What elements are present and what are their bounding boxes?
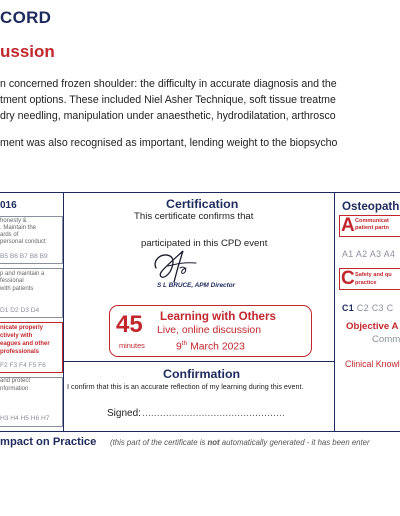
impact-note bbox=[110, 438, 370, 447]
standard-text: personal conduct bbox=[0, 239, 46, 245]
standard-codes: D1 D2 D3 D4 bbox=[0, 307, 40, 314]
standard-text: honesty & bbox=[0, 218, 27, 224]
standard-codes: F2 F3 F4 F5 F6 bbox=[0, 362, 46, 369]
standard-text: nicate properly bbox=[0, 325, 44, 331]
theme-text: Safety and qu bbox=[355, 272, 392, 278]
standard-text: p and maintain a bbox=[0, 271, 45, 277]
theme-text: Communicat bbox=[355, 218, 389, 224]
theme-code-selected: C1 bbox=[342, 303, 355, 313]
standard-text: . Maintain the bbox=[0, 225, 37, 231]
theme-letter-c: C bbox=[341, 268, 355, 289]
signature-line[interactable]: ................................................ bbox=[142, 408, 285, 419]
objective-value: Comm bbox=[372, 334, 400, 345]
standard-codes: H3 H4 H5 H6 H7 bbox=[0, 415, 50, 422]
confirmation-title: Confirmation bbox=[163, 367, 241, 381]
impact-note-text: automatically generated - it has been enter bbox=[219, 438, 370, 447]
right-column-divider bbox=[334, 192, 335, 432]
standard-text: nformation bbox=[0, 386, 29, 392]
standard-text: professionals bbox=[0, 349, 40, 355]
event-date bbox=[176, 340, 245, 352]
standards-year: 016 bbox=[0, 200, 17, 211]
page-subtitle: ussion bbox=[0, 42, 55, 61]
event-date-suffix: th bbox=[181, 340, 188, 347]
standard-text: eagues and other bbox=[0, 341, 50, 347]
theme-code: A3 bbox=[369, 249, 382, 259]
impact-note-text: (this part of the certificate is bbox=[110, 438, 208, 447]
event-date-day: 9 bbox=[176, 341, 182, 353]
certification-text: This certificate confirms that bbox=[134, 211, 254, 222]
body-text-line: tment options. These included Niel Asher Technique, soft tissue treatme bbox=[0, 94, 336, 106]
body-text-line: n concerned frozen shoulder: the difficulty in accurate diagnosis and the bbox=[0, 78, 337, 90]
theme-text: patient partn bbox=[355, 225, 389, 231]
standard-codes: B5 B6 B7 B8 B9 bbox=[0, 253, 48, 260]
standard-text: ards of bbox=[0, 232, 19, 238]
osteopathic-title: Osteopath bbox=[342, 200, 400, 213]
theme-text: practice bbox=[355, 280, 377, 286]
theme-codes-a bbox=[342, 249, 395, 259]
signed-label: Signed: bbox=[107, 408, 141, 419]
confirmation-text: I confirm that this is an accurate reflection of my learning during this event. bbox=[67, 382, 304, 391]
standard-text: with patients bbox=[0, 286, 34, 292]
standard-text: ctively with bbox=[0, 333, 33, 339]
body-text-line: dry needling, manipulation under anaesthetic, hydrodilatation, arthrosco bbox=[0, 110, 336, 122]
body-text-line: ment was also recognised as important, lending weight to the biopsycho bbox=[0, 137, 338, 149]
signatory-name: S L BRUCE, APM Director bbox=[157, 282, 236, 289]
theme-letter-a: A bbox=[341, 215, 355, 236]
theme-code: A1 bbox=[342, 249, 354, 259]
event-minutes: 45 bbox=[116, 311, 143, 338]
objective-label: Objective A bbox=[346, 321, 399, 332]
page-title: CORD bbox=[0, 8, 52, 27]
event-date-rest: March 2023 bbox=[187, 341, 245, 353]
theme-code: A4 bbox=[383, 249, 396, 259]
clinical-knowledge-label: Clinical Knowl bbox=[345, 359, 400, 369]
theme-code: C3 bbox=[371, 303, 384, 313]
event-minutes-label: minutes bbox=[119, 341, 145, 350]
standard-text: and protect bbox=[0, 378, 31, 384]
impact-heading: mpact on Practice bbox=[0, 436, 97, 448]
certification-title: Certification bbox=[166, 197, 239, 211]
theme-codes-c bbox=[342, 303, 393, 313]
theme-code: A2 bbox=[355, 249, 368, 259]
event-title: Learning with Others bbox=[160, 310, 276, 323]
impact-note-emphasis: not bbox=[207, 438, 220, 447]
left-column-divider bbox=[63, 192, 64, 432]
standard-text: fessional bbox=[0, 278, 24, 284]
theme-code: C bbox=[386, 303, 394, 313]
participated-text: participated in this CPD event bbox=[141, 238, 268, 249]
confirmation-divider bbox=[63, 361, 334, 362]
director-signature bbox=[150, 246, 202, 284]
event-type: Live, online discussion bbox=[157, 325, 261, 336]
theme-code: C2 bbox=[356, 303, 369, 313]
